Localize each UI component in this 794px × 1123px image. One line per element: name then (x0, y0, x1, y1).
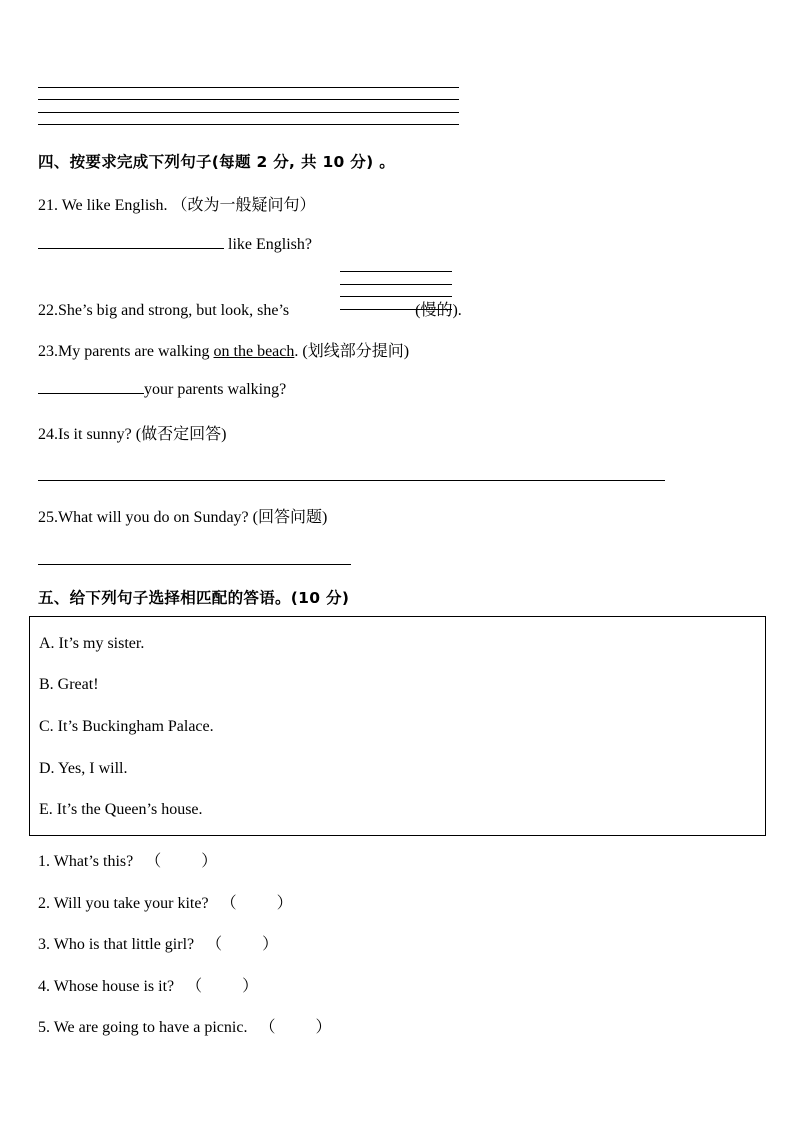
option-a: A. It’s my sister. (39, 635, 145, 652)
question-22-blank-line-1[interactable] (340, 271, 452, 272)
section-4-heading: 四、按要求完成下列句子(每题 2 分, 共 10 分) 。 (38, 153, 395, 171)
question-22 (38, 297, 462, 320)
question-21-answer-row (38, 234, 312, 254)
question-21-blank[interactable] (38, 234, 224, 249)
question-23-suffix: . (划线部分提问) (294, 343, 410, 360)
match-question-2 (38, 890, 293, 913)
match-question-2-text: 2. Will you take your kite? (38, 895, 209, 912)
question-23-prefix: 23.My parents are walking (38, 343, 214, 360)
question-22-suffix: (慢的). (411, 302, 462, 319)
match-question-3-text: 3. Who is that little girl? (38, 936, 195, 953)
match-question-3 (38, 931, 278, 954)
answer-line-4[interactable] (38, 124, 459, 125)
question-24: 24.Is it sunny? (做否定回答) (38, 426, 227, 443)
match-question-3-answer-paren[interactable]: （ ） (206, 936, 279, 953)
match-question-5 (38, 1014, 331, 1037)
question-23-answer-suffix: your parents walking? (144, 381, 287, 398)
question-22-prefix: 22.She’s big and strong, but look, she’s (38, 302, 294, 319)
question-23-underlined-phrase: on the beach (213, 343, 295, 360)
question-21: 21. We like English. （改为一般疑问句） (38, 197, 316, 214)
answer-line-1[interactable] (38, 87, 459, 88)
question-24-answer-line[interactable] (38, 480, 665, 481)
section-5-heading: 五、给下列句子选择相匹配的答语。(10 分) (38, 589, 350, 607)
option-d: D. Yes, I will. (39, 760, 128, 777)
match-question-5-answer-paren[interactable]: （ ） (259, 1019, 332, 1036)
question-25-answer-line[interactable] (38, 564, 351, 565)
option-e: E. It’s the Queen’s house. (39, 801, 203, 818)
question-23 (38, 338, 409, 361)
match-question-4-answer-paren[interactable]: （ ） (186, 978, 259, 995)
match-question-1-answer-paren[interactable]: （ ） (145, 853, 218, 870)
question-23-blank[interactable] (38, 379, 144, 394)
question-25: 25.What will you do on Sunday? (回答问题) (38, 509, 328, 526)
match-question-2-answer-paren[interactable]: （ ） (220, 895, 293, 912)
match-question-4-text: 4. Whose house is it? (38, 978, 175, 995)
answer-line-3[interactable] (38, 112, 459, 113)
match-question-4 (38, 973, 258, 996)
answer-options-box (29, 616, 766, 836)
match-question-1 (38, 848, 217, 871)
question-22-blank-line-2[interactable] (340, 284, 452, 285)
question-23-answer-row (38, 379, 286, 399)
answer-line-2[interactable] (38, 99, 459, 100)
match-question-1-text: 1. What’s this? (38, 853, 134, 870)
question-21-answer-suffix: like English? (224, 236, 312, 253)
option-b: B. Great! (39, 676, 99, 693)
option-c: C. It’s Buckingham Palace. (39, 718, 214, 735)
match-question-5-text: 5. We are going to have a picnic. (38, 1019, 248, 1036)
